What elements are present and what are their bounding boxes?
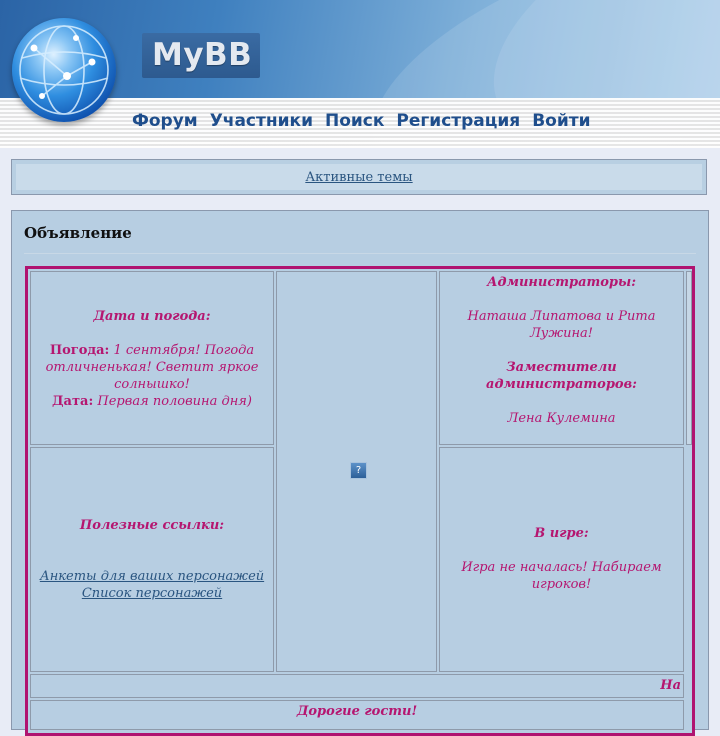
menu-forum[interactable]: Форум [132,111,198,131]
weather-text: 1 сентября! Погода отличненькая! Светит яркое солнышко! [45,343,259,392]
game-heading: В игре: [534,526,589,541]
admins-heading: Администраторы: [486,275,637,290]
links-cell [30,447,274,672]
menu-login[interactable]: Войти [532,111,591,131]
link-profiles[interactable]: Анкеты для ваших персонажей [39,569,265,584]
deputies-names: Лена Кулемина [507,411,616,426]
weather-cell [30,271,274,445]
menu-register[interactable]: Регистрация [396,111,521,131]
game-cell [439,447,684,672]
date-text: Первая половина дня) [97,394,252,409]
weather-label: Погода: [49,343,110,358]
menu-search[interactable]: Поиск [324,111,385,131]
active-topics-bar [11,159,707,195]
links-heading: Полезные ссылки: [79,518,225,533]
marquee-text: На [660,678,681,693]
guests-heading: Дорогие гости! [296,704,418,719]
center-image-cell [276,271,437,672]
announcement-title: Объявление [24,224,132,242]
active-topics-link[interactable]: Активные темы [305,170,413,185]
menu-users[interactable]: Участники [209,111,313,131]
announcement-panel [11,210,709,730]
date-label: Дата: [52,394,94,409]
site-header [0,0,720,148]
marquee-cell [30,674,684,698]
admins-names: Наташа Липатова и Рита Лужина! [467,309,656,341]
broken-image-icon: ? [350,462,367,479]
divider [24,253,696,254]
guests-cell [30,700,684,730]
weather-heading: Дата и погода: [93,309,211,324]
game-text: Игра не началась! Набираем игроков! [461,560,662,592]
main-menu [132,111,591,135]
active-topics-inner [16,164,702,190]
link-characters[interactable]: Список персонажей [81,586,223,601]
deputies-heading: Заместители администраторов: [486,360,637,392]
scrollbar[interactable] [686,271,692,445]
globe-logo-icon [12,18,116,122]
site-logo[interactable]: MyBB [152,37,253,73]
announcement-frame [25,266,695,736]
admins-cell [439,271,684,445]
